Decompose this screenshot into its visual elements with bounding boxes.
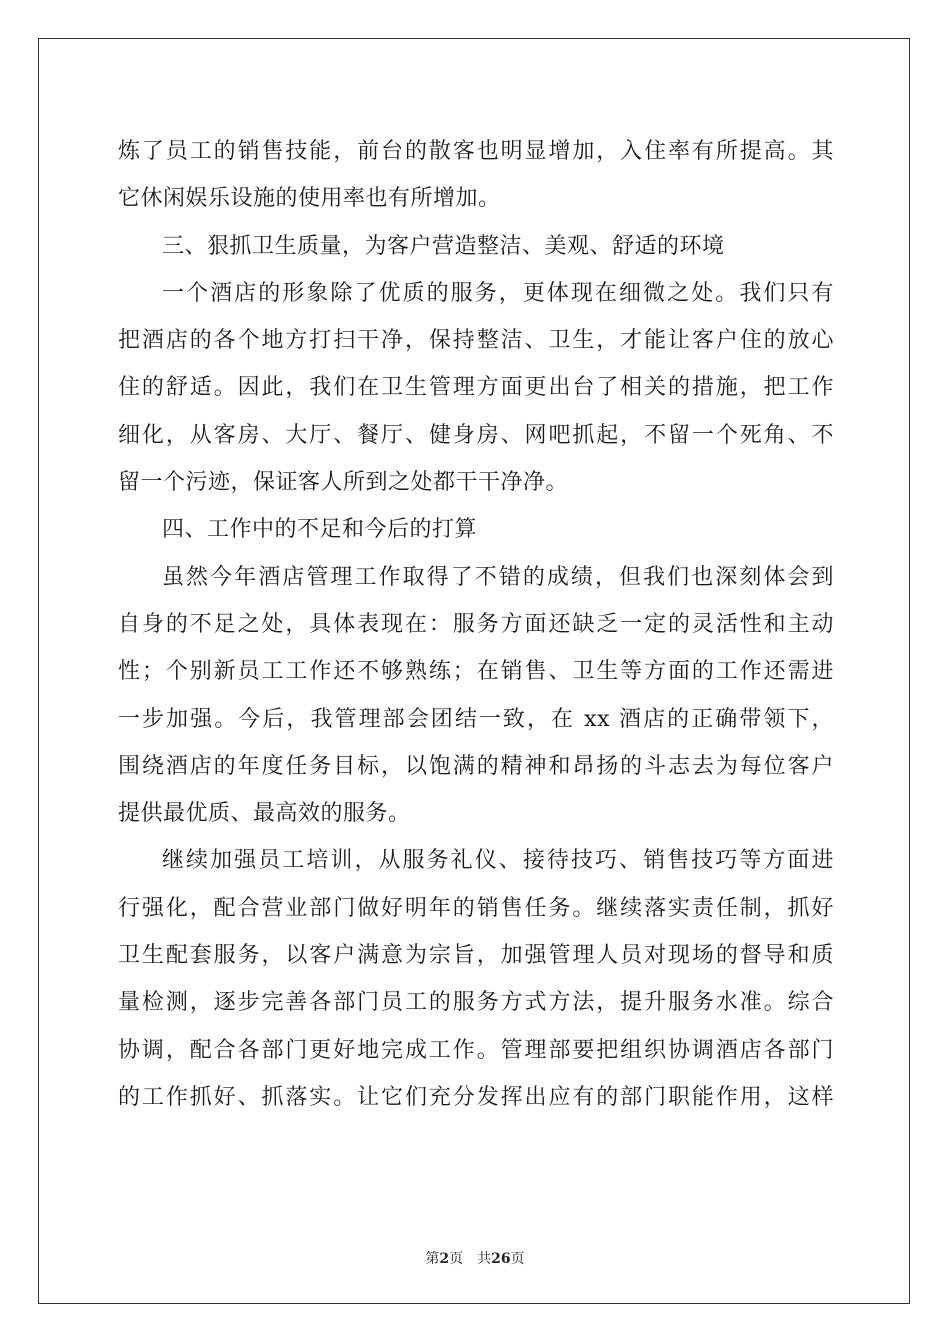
text-line: 提供最优质、最高效的服务。 <box>118 801 411 827</box>
text-line: 一个酒店的形象除了优质的服务，更体现在细微之处。我们只有 <box>162 280 834 306</box>
current-page-number: 2 <box>439 1251 450 1267</box>
document-body <box>118 128 834 1121</box>
page-footer <box>0 1248 950 1268</box>
text-line: 自身的不足之处，具体表现在：服务方面还缺乏一定的灵活性和主动 <box>118 611 834 637</box>
text-line: 一步加强。今后，我管理部会团结一致，在 xx 酒店的正确带领下， <box>118 706 834 732</box>
text-line: 细化，从客房、大厅、餐厅、健身房、网吧抓起，不留一个死角、不 <box>118 422 834 448</box>
text-line: 留一个污迹，保证客人所到之处都干干净净。 <box>118 470 569 496</box>
text-line: 行强化，配合营业部门做好明年的销售任务。继续落实责任制，抓好 <box>118 895 834 921</box>
text-line: 住的舒适。因此，我们在卫生管理方面更出台了相关的措施，把工作 <box>118 375 834 401</box>
text-line: 炼了员工的销售技能，前台的散客也明显增加，入住率有所提高。其 <box>118 139 834 164</box>
total-page-number: 26 <box>491 1251 511 1267</box>
text-line: 它休闲娱乐设施的使用率也有所增加。 <box>118 186 501 212</box>
page-unit: 页 <box>449 1251 464 1267</box>
page-prefix: 第 <box>425 1251 440 1267</box>
text-line: 三、狠抓卫生质量，为客户营造整洁、美观、舒适的环境 <box>162 233 725 259</box>
text-line: 继续加强员工培训，从服务礼仪、接待技巧、销售技巧等方面进 <box>162 848 834 874</box>
text-line: 围绕酒店的年度任务目标，以饱满的精神和昂扬的斗志去为每位客户 <box>118 753 834 779</box>
total-unit: 页 <box>510 1251 525 1267</box>
text-line: 虽然今年酒店管理工作取得了不错的成绩，但我们也深刻体会到 <box>162 564 834 590</box>
text-line: 性；个别新员工工作还不够熟练；在销售、卫生等方面的工作还需进 <box>118 659 834 685</box>
text-line: 把酒店的各个地方打扫干净，保持整洁、卫生，才能让客户住的放心 <box>118 328 834 354</box>
total-prefix: 共 <box>477 1251 492 1267</box>
text-line: 的工作抓好、抓落实。让它们充分发挥出应有的部门职能作用，这样 <box>118 1084 834 1110</box>
text-line: 卫生配套服务，以客户满意为宗旨，加强管理人员对现场的督导和质 <box>118 943 834 969</box>
text-line: 协调，配合各部门更好地完成工作。管理部要把组织协调酒店各部门 <box>118 1037 834 1063</box>
text-line: 量检测，逐步完善各部门员工的服务方式方法，提升服务水准。综合 <box>118 990 834 1016</box>
text-line: 四、工作中的不足和今后的打算 <box>162 517 478 543</box>
